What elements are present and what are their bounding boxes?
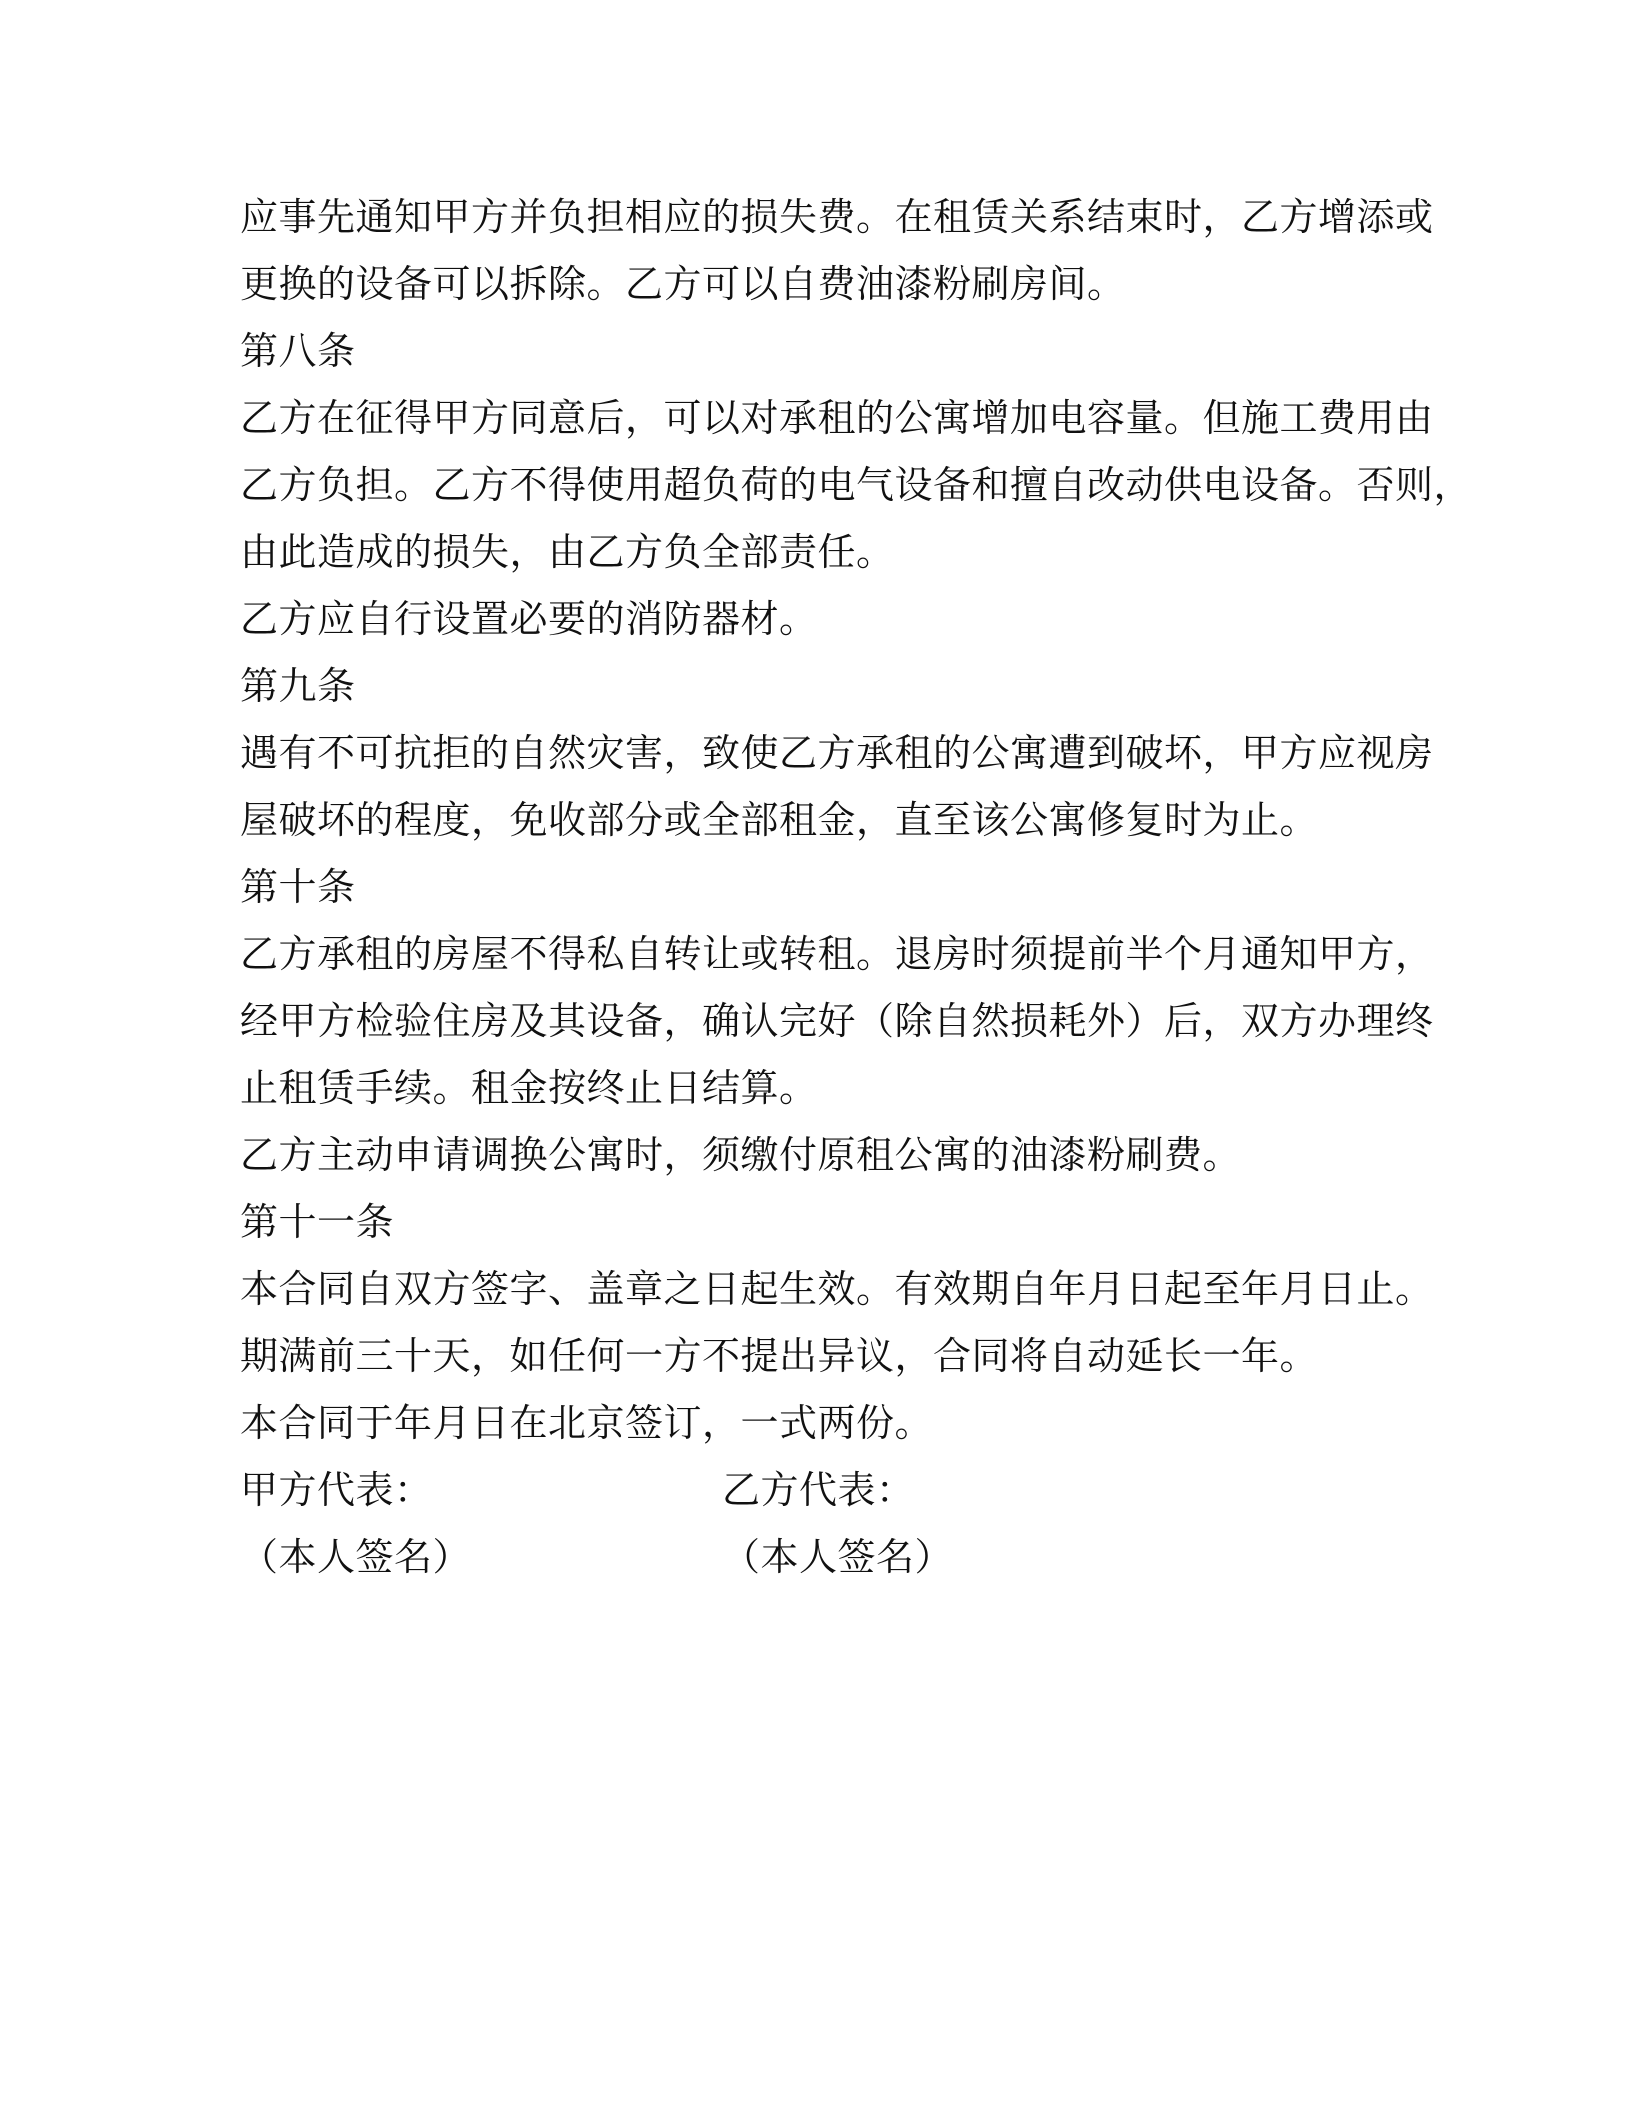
party-b-signature-field: （本人签名） [722, 1535, 954, 1579]
paragraph-line: 本合同于年月日在北京签订，一式两份。 [240, 1401, 934, 1445]
paragraph-line: 乙方负担。乙方不得使用超负荷的电气设备和擅自改动供电设备。否则， [240, 463, 1473, 507]
paragraph-line: 期满前三十天，如任何一方不提出异议，合同将自动延长一年。 [240, 1334, 1319, 1378]
party-a-representative-label: 甲方代表： [240, 1468, 433, 1512]
paragraph-line: 遇有不可抗拒的自然灾害，致使乙方承租的公寓遭到破坏，甲方应视房 [240, 731, 1434, 775]
paragraph-line: 由此造成的损失，由乙方负全部责任。 [240, 530, 895, 574]
paragraph-line: 乙方在征得甲方同意后，可以对承租的公寓增加电容量。但施工费用由 [240, 396, 1434, 440]
paragraph-line: 应事先通知甲方并负担相应的损失费。在租赁关系结束时，乙方增添或 [240, 195, 1434, 239]
paragraph-line: 经甲方检验住房及其设备，确认完好（除自然损耗外）后，双方办理终 [240, 999, 1434, 1043]
article-heading-8: 第八条 [240, 329, 356, 373]
article-heading-11: 第十一条 [240, 1200, 395, 1244]
paragraph-line: 止租赁手续。租金按终止日结算。 [240, 1066, 818, 1110]
paragraph-line: 乙方主动申请调换公寓时，须缴付原租公寓的油漆粉刷费。 [240, 1133, 1242, 1177]
party-b-representative-label: 乙方代表： [722, 1468, 915, 1512]
paragraph-line: 本合同自双方签字、盖章之日起生效。有效期自年月日起至年月日止。 [240, 1267, 1434, 1311]
contract-body [240, 184, 1473, 1591]
article-heading-9: 第九条 [240, 664, 356, 708]
paragraph-line: 乙方应自行设置必要的消防器材。 [240, 597, 818, 641]
signature-field-row [240, 1524, 1400, 1591]
paragraph-line: 乙方承租的房屋不得私自转让或转租。退房时须提前半个月通知甲方， [240, 932, 1434, 976]
article-heading-10: 第十条 [240, 865, 356, 909]
paragraph-line: 屋破坏的程度，免收部分或全部租金，直至该公寓修复时为止。 [240, 798, 1319, 842]
paragraph-line: 更换的设备可以拆除。乙方可以自费油漆粉刷房间。 [240, 262, 1126, 306]
party-a-signature-field: （本人签名） [240, 1535, 472, 1579]
signature-label-row [240, 1457, 1400, 1524]
